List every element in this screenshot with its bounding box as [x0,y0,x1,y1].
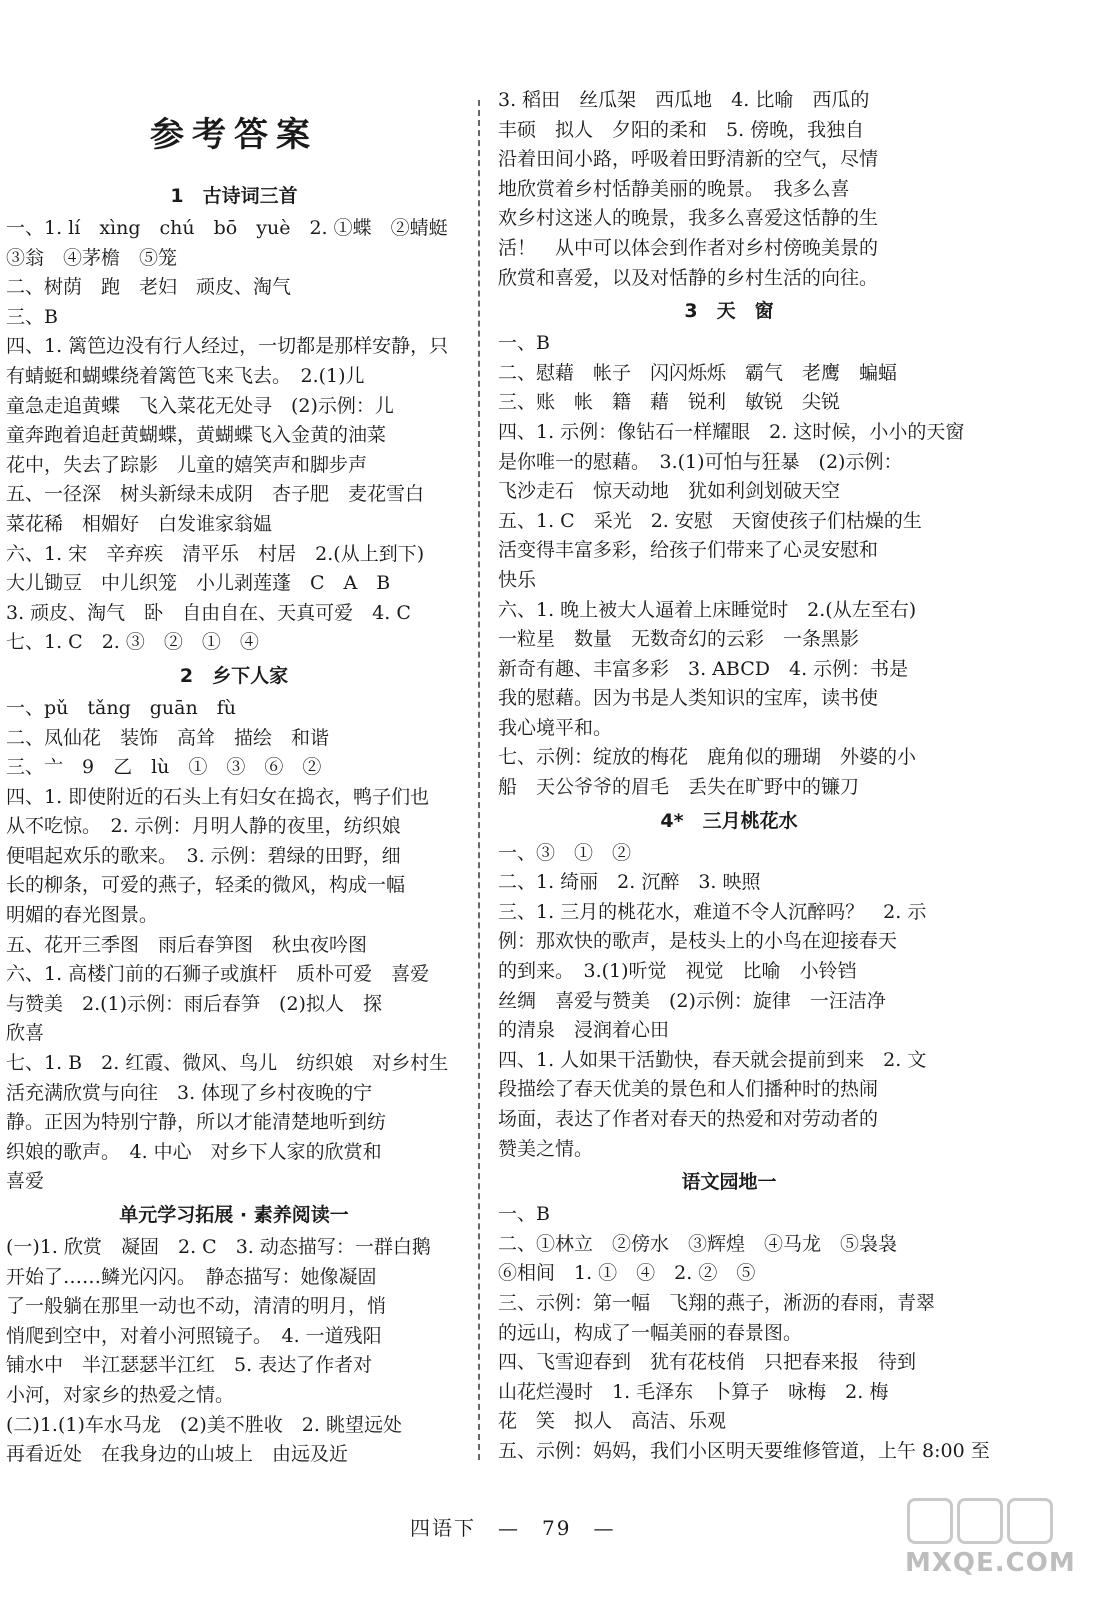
answer-line: 有蜻蜓和蝴蝶绕着篱笆飞来飞去。 2.(1)儿 [6,364,365,387]
answer-line: 七、1. B 2. 红霞、微风、鸟儿 纺织娘 对乡村生 [6,1052,449,1075]
answer-line: (二)1.(1)车水马龙 (2)美不胜收 2. 眺望远处 [6,1413,402,1436]
answer-line: 三、1. 三月的桃花水，难道不令人沉醉吗？ 2. 示 [498,900,927,923]
answer-line: 喜爱 [6,1170,45,1193]
answer-line: 四、1. 示例：像钻石一样耀眼 2. 这时候，小小的天窗 [498,420,965,443]
answer-line: 从不吃惊。 2. 示例：月明人静的夜里，纺织娘 [6,815,401,838]
answer-line: 三、示例：第一幅 飞翔的燕子，淅沥的春雨，青翠 [498,1291,936,1314]
answer-line: 欣喜 [6,1022,45,1045]
answer-line: 童急走追黄蝶 飞入菜花无处寻 (2)示例：儿 [6,394,394,417]
watermark-logo [905,1498,1085,1592]
watermark-text: MXQE.COM [905,1548,1076,1578]
answer-line: 丝绸 喜爱与赞美 (2)示例：旋律 一汪洁净 [498,989,886,1012]
answer-line: 菜花稀 相媚好 白发谁家翁媪 [6,512,273,535]
answer-line: 新奇有趣、丰富多彩 3. ABCD 4. 示例：书是 [498,657,909,680]
answer-line: 三、账 帐 籍 藉 锐利 敏锐 尖锐 [498,391,841,414]
answer-line: 铺水中 半江瑟瑟半江红 5. 表达了作者对 [6,1354,373,1377]
answer-line: 童奔跑着追赶黄蝴蝶，黄蝴蝶飞入金黄的油菜 [6,424,387,447]
answer-line: 二、慰藉 帐子 闪闪烁烁 霸气 老鹰 蝙蝠 [498,361,898,384]
left-answer-list [6,178,462,1470]
answer-line: 欣赏和喜爱，以及对恬静的乡村生活的向往。 [498,266,879,289]
answer-line: 一、pǔ tǎng guān fù [6,696,236,719]
answer-line: 三、B [6,305,58,328]
answer-line: 静。正因为特别宁静，所以才能清楚地听到纺 [6,1111,387,1134]
answer-line: 场面，表达了作者对春天的热爱和对劳动者的 [498,1108,879,1130]
answer-line: 四、飞雪迎春到 犹有花枝俏 只把春来报 待到 [498,1351,917,1374]
answer-line: 欢乡村这迷人的晚景，我多么喜爱这恬静的生 [498,207,879,230]
answer-line: 飞沙走石 惊天动地 犹如利剑划破天空 [498,480,841,503]
answer-line: 丰硕 拟人 夕阳的柔和 5. 傍晚，我独自 [498,118,865,141]
answer-line: 快乐 [498,568,537,591]
answer-line: 五、花开三季图 雨后春笋图 秋虫夜吟图 [6,933,368,956]
section-heading: 1 古诗词三首 [170,185,298,207]
answer-line: 沿着田间小路，呼吸着田野清新的空气，尽情 [498,148,879,171]
answer-line: 二、树荫 跑 老妇 顽皮、淘气 [6,276,292,299]
answer-line: 段描绘了春天优美的景色和人们播种时的热闹 [498,1078,879,1101]
section-heading: 4* 三月桃花水 [660,809,798,832]
answer-line: 开始了……鳞光闪闪。 静态描写：她像凝固 [6,1265,377,1288]
answer-line: (一)1. 欣赏 凝固 2. C 3. 动态描写：一群白鹅 [6,1236,431,1258]
answer-line: 二、1. 绮丽 2. 沉醉 3. 映照 [498,871,761,894]
answer-line: 五、一径深 树头新绿未成阴 杏子肥 麦花雪白 [6,483,425,506]
answer-line: 四、1. 人如果干活勤快，春天就会提前到来 2. 文 [498,1048,927,1071]
answer-line: ③翁 ④茅檐 ⑤笼 [6,246,178,269]
answer-line: 二、①林立 ②傍水 ③辉煌 ④马龙 ⑤袅袅 [498,1232,898,1255]
left-column [6,86,462,1470]
column-divider [478,100,480,1460]
page-footer: 四语下 — 79 — [410,1516,616,1540]
answer-line: 七、示例：绽放的梅花 鹿角似的珊瑚 外婆的小 [498,746,917,769]
answer-line: 六、1. 晚上被大人逼着上床睡觉时 2.(从左至右) [498,598,917,621]
answer-line: 二、凤仙花 装饰 高耸 描绘 和谐 [6,726,330,749]
answer-line: 长的柳条，可爱的燕子，轻柔的微风，构成一幅 [6,874,406,897]
answer-line: 悄爬到空中，对着小河照镜子。 4. 一道残阳 [6,1324,382,1347]
answer-line: 3. 顽皮、淘气 卧 自由自在、天真可爱 4. C [6,601,411,624]
answer-line: 3. 稻田 丝瓜架 西瓜地 4. 比喻 西瓜的 [498,89,870,111]
answer-line: 再看近处 在我身边的山坡上 由远及近 [6,1443,349,1466]
answer-line: 一、B [498,1203,550,1226]
answer-line: 四、1. 即使附近的石头上有妇女在捣衣，鸭子们也 [6,785,430,808]
answer-line: 七、1. C 2. ③ ② ① ④ [6,631,259,654]
answer-line: 一、B [498,332,550,355]
answer-line: 赞美之情。 [498,1137,594,1160]
answer-line: 船 天公爷爷的眉毛 丢失在旷野中的镰刀 [498,776,860,799]
answer-line: 一、③ ① ② [498,841,632,864]
answer-line: 五、示例：妈妈，我们小区明天要维修管道，上午 8:00 至 [498,1439,990,1462]
answer-line: 大儿锄豆 中儿织笼 小儿剥莲蓬 C A B [6,572,391,595]
answer-line: 花 笑 拟人 高洁、乐观 [498,1410,727,1433]
answer-line: 一、1. lí xìng chú bō yuè 2. ①蝶 ②蜻蜓 [6,217,448,239]
answer-line: 六、1. 高楼门前的石狮子或旗杆 质朴可爱 喜爱 [6,963,430,986]
answer-line: 的清泉 浸润着心田 [498,1019,670,1042]
answer-line: 花中，失去了踪影 儿童的嬉笑声和脚步声 [6,453,368,476]
answer-line: 我心境平和。 [498,716,613,739]
answer-line: ⑥相间 1. ① ④ 2. ② ⑤ [498,1262,756,1285]
answer-line: 小河，对家乡的热爱之情。 [6,1383,235,1406]
page-title: 参考答案 [150,115,318,155]
section-heading: 单元学习拓展 · 素养阅读一 [119,1204,349,1226]
answer-line: 活！ 从中可以体会到作者对乡村傍晚美景的 [498,236,879,259]
answer-line: 与赞美 2.(1)示例：雨后春笋 (2)拟人 探 [6,992,382,1015]
answer-line: 例：那欢快的歌声，是枝头上的小鸟在迎接春天 [498,930,898,953]
section-heading: 3 天 窗 [684,300,774,323]
answer-line: 山花烂漫时 1. 毛泽东 卜算子 咏梅 2. 梅 [498,1380,889,1403]
answer-line: 四、1. 篱笆边没有行人经过，一切都是那样安静，只 [6,335,449,358]
answer-line: 活变得丰富多彩，给孩子们带来了心灵安慰和 [498,539,879,562]
answer-line: 六、1. 宋 辛弃疾 清平乐 村居 2.(从上到下) [6,542,425,565]
answer-line: 三、亠 9 乙 lù ① ③ ⑥ ② [6,756,322,779]
answer-line: 一粒星 数量 无数奇幻的云彩 一条黑影 [498,628,860,651]
answer-line: 是你唯一的慰藉。 3.(1)可怕与狂暴 (2)示例： [498,450,903,473]
answer-line: 了一般躺在那里一动也不动，清清的明月，悄 [6,1295,387,1318]
right-answer-list [498,86,990,1467]
answer-line: 活充满欣赏与向往 3. 体现了乡村夜晚的宁 [6,1081,373,1104]
answer-line: 的到来。 3.(1)听觉 视觉 比喻 小铃铛 [498,960,857,983]
answer-line: 的远山，构成了一幅美丽的春景图。 [498,1321,803,1344]
answer-line: 五、1. C 采光 2. 安慰 天窗使孩子们枯燥的生 [498,509,922,532]
answer-line: 地欣赏着乡村恬静美丽的晚景。 我多么喜 [498,177,850,200]
answer-line: 便唱起欢乐的歌来。 3. 示例：碧绿的田野，细 [6,844,401,867]
section-heading: 2 乡下人家 [179,664,289,687]
right-column [498,86,990,1467]
answer-line: 织娘的歌声。 4. 中心 对乡下人家的欣赏和 [6,1140,382,1163]
answer-line: 我的慰藉。因为书是人类知识的宝库，读书使 [498,687,879,710]
section-heading: 语文园地一 [681,1171,777,1194]
answer-line: 明媚的春光图景。 [6,904,159,927]
